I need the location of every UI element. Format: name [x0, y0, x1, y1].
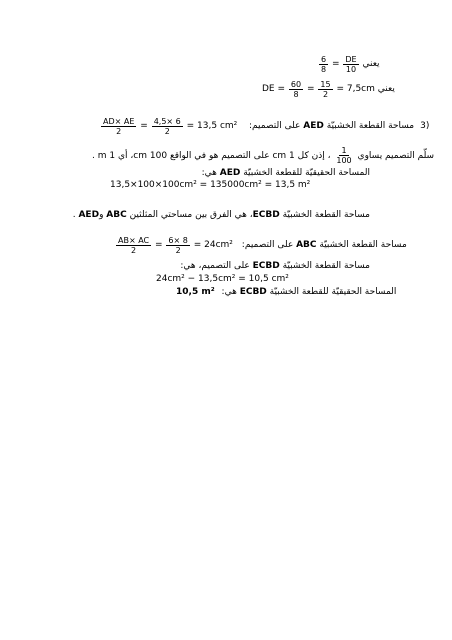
text-segment: المساحة الحقيقيّة للقطعة الخشبيّة: [266, 287, 397, 297]
denominator: 100: [336, 156, 352, 165]
shape-name: ABC: [296, 240, 317, 250]
item-number: 3): [420, 121, 430, 131]
abc-design-result: = 24cm²: [193, 240, 233, 250]
fraction: [334, 146, 353, 165]
fraction: [318, 80, 332, 99]
numerator: 6: [321, 55, 327, 64]
fraction: [116, 236, 151, 255]
ecbd-real-value: 10,5 m²: [176, 287, 215, 297]
text-segment: ، هي الفرق بين مساحتي المثلثين: [126, 210, 253, 220]
shape-name: ECBD: [239, 287, 267, 297]
text-segment: مساحة القطعة الخشبيّة: [279, 261, 370, 271]
shape-name: AED: [303, 121, 324, 131]
shape-name: AED: [219, 168, 241, 178]
text-segment: على التصميم:: [246, 121, 304, 131]
numerator: AD× AE: [103, 117, 135, 126]
text-segment: مساحة القطعة الخشبيّة: [316, 240, 407, 250]
numerator: 1: [341, 146, 347, 155]
aed-real-label: [202, 168, 370, 179]
ecbd-design-calc: 24cm² − 13,5cm² = 10,5 cm²: [156, 274, 289, 284]
numerator: 4,5× 6: [153, 117, 181, 126]
fraction: [319, 55, 328, 74]
aed-design-text: [246, 121, 414, 131]
fraction: [152, 117, 183, 136]
denominator: 2: [175, 246, 181, 255]
text-segment: و: [99, 210, 107, 220]
text-segment: هي:: [201, 168, 220, 178]
de-lhs: DE =: [262, 84, 286, 94]
step2-line: [262, 80, 395, 99]
text-segment: مساحة القطعة الخشبيّة: [323, 121, 415, 131]
denominator: 10: [345, 65, 357, 74]
equals-sign: =: [306, 84, 315, 94]
denominator: 8: [321, 65, 327, 74]
denominator: 2: [164, 127, 170, 136]
numerator: AB× AC: [118, 236, 150, 245]
scale-text: [92, 146, 435, 165]
shape-name: ECBD: [252, 261, 280, 271]
denominator: 8: [293, 90, 299, 99]
aed-design-result: = 13,5 cm²: [186, 121, 238, 131]
shape-name: ECBD: [252, 210, 280, 220]
text-segment: على التصميم، هي:: [180, 261, 253, 271]
fraction: [101, 117, 136, 136]
ecbd-design-label: [180, 261, 370, 272]
de-result: = 7,5cm: [336, 84, 375, 94]
step1-line: [318, 55, 380, 74]
numerator: DE: [345, 55, 357, 64]
step-label: يعني: [362, 59, 380, 69]
equals-sign: =: [140, 121, 148, 131]
numerator: 6× 8: [168, 236, 188, 245]
denominator: 2: [116, 127, 122, 136]
numerator: 60: [290, 80, 302, 89]
shape-name: AED: [78, 210, 100, 220]
abc-design-line: [115, 236, 407, 255]
abc-design-text: [242, 240, 407, 250]
fraction: [343, 55, 358, 74]
equals-sign: =: [155, 240, 163, 250]
step-label: يعني: [377, 84, 395, 94]
text-segment: المساحة الحقيقيّة للقطعة الخشبيّة: [240, 168, 370, 178]
equals-sign: =: [331, 59, 340, 69]
shape-name: ABC: [106, 210, 127, 220]
text-segment: هي:: [221, 287, 240, 297]
fraction: [289, 80, 303, 99]
aed-real-calc: 13,5×100×100cm² = 135000cm² = 13,5 m²: [110, 180, 311, 190]
text-segment: ، إذن كل 1 cm على التصميم هو في الواقع 100 cm، أي 1 m .: [92, 151, 331, 161]
text-segment: مساحة القطعة الخشبيّة: [279, 210, 370, 220]
ecbd-real-line: [176, 287, 396, 298]
scale-line: [92, 146, 434, 165]
denominator: 2: [131, 246, 137, 255]
denominator: 2: [322, 90, 329, 99]
text-segment: سلّم التصميم يساوي: [357, 151, 435, 161]
fraction: [166, 236, 189, 255]
numerator: 15: [320, 80, 331, 89]
ecbd-real-text: [222, 287, 397, 297]
aed-design-line: [100, 117, 429, 136]
text-segment: على التصميم:: [241, 240, 297, 250]
text-segment: .: [72, 210, 79, 220]
ecbd-difference-line: [73, 210, 370, 221]
